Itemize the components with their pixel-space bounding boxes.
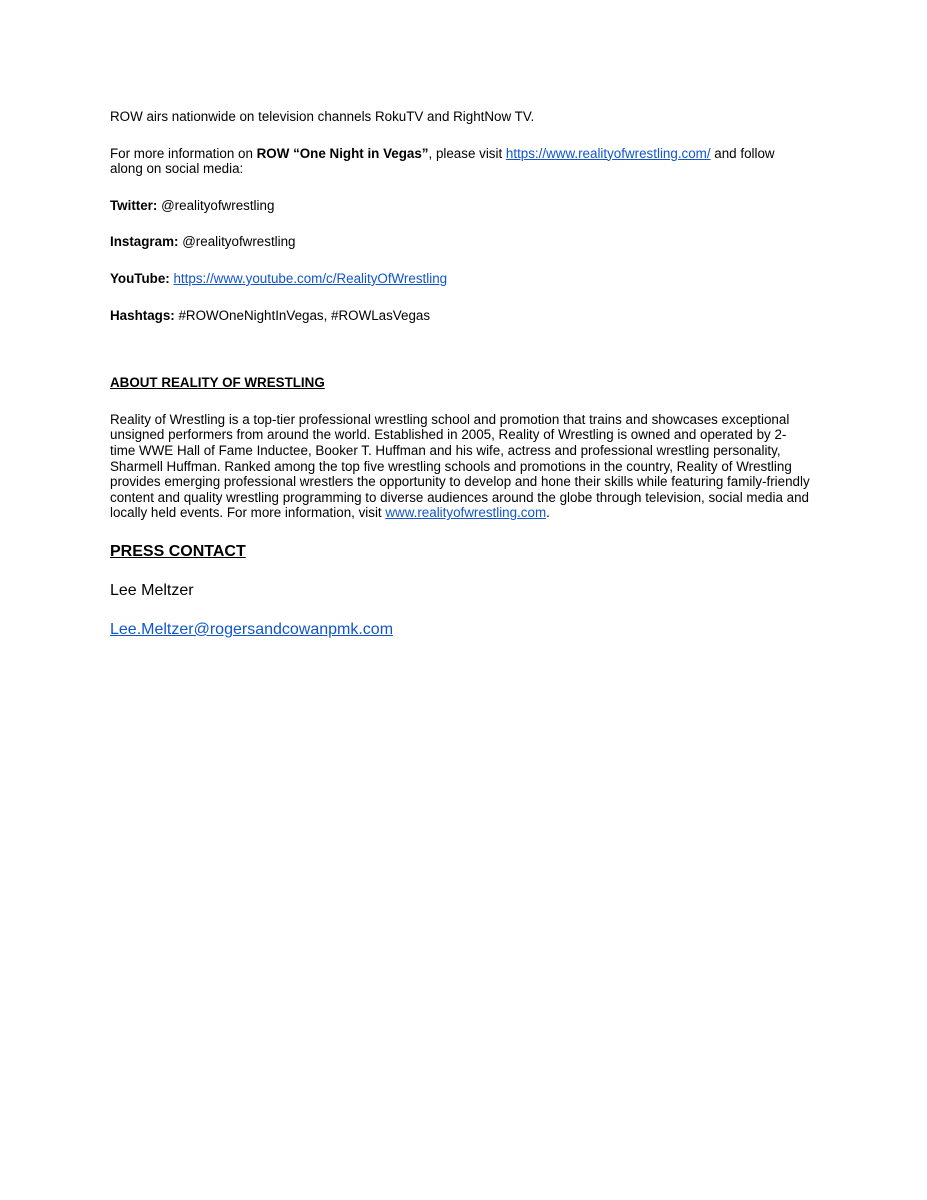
hashtags-line (110, 308, 810, 324)
instagram-line (110, 234, 810, 250)
more-info-mid: , please visit (428, 145, 506, 161)
more-info-prefix: For more information on (110, 145, 257, 161)
about-heading: ABOUT REALITY OF WRESTLING (110, 375, 325, 391)
instagram-label: Instagram: (110, 234, 179, 250)
press-contact-heading: PRESS CONTACT (110, 542, 246, 560)
more-info-suffix: and follow along on social media: (110, 145, 775, 177)
youtube-link[interactable]: https://www.youtube.com/c/RealityOfWrestling (173, 270, 448, 286)
about-end: . (546, 505, 550, 521)
twitter-handle: @realityofwrestling (157, 197, 275, 213)
twitter-label: Twitter: (110, 197, 158, 213)
press-contact-email-link[interactable]: Lee.Meltzer@rogersandcowanpmk.com (110, 620, 394, 638)
about-body-text: Reality of Wrestling is a top-tier professional wrestling school and promotion that trains and showcases exceptional unsigned performers from around the world. Established in 2005, Reality of Wrestling is owned and operated by 2-time WWE Hall of Fame Inductee, Booker T. Huffman and his wife, actress and professional wrestling personality, Sharmell Huffman. Ranked among the top five wrestling schools and promotions in the country, Reality of Wrestling provides emerging professional wrestlers the opportunity to develop and hone their skills while featuring family-friendly content and quality wrestling programming to diverse audiences around the globe through television, social media and locally held events. For more information, visit (110, 411, 810, 521)
youtube-line (110, 271, 810, 287)
website-link[interactable]: https://www.realityofwrestling.com/ (505, 145, 711, 161)
airing-info-text: ROW airs nationwide on television channels RokuTV and RightNow TV. (110, 109, 535, 124)
about-website-link[interactable]: www.realityofwrestling.com (385, 505, 547, 521)
twitter-line (110, 198, 810, 214)
press-contact-email-line (110, 620, 810, 639)
hashtags-value: #ROWOneNightInVegas, #ROWLasVegas (174, 307, 431, 323)
hashtags-label: Hashtags: (110, 307, 175, 323)
about-paragraph (110, 412, 810, 521)
youtube-label: YouTube: (110, 270, 170, 286)
event-name: ROW “One Night in Vegas” (256, 145, 429, 161)
press-contact-name: Lee Meltzer (110, 581, 194, 599)
document-page (110, 109, 810, 639)
more-info-paragraph (110, 146, 810, 177)
instagram-handle: @realityofwrestling (178, 234, 296, 250)
